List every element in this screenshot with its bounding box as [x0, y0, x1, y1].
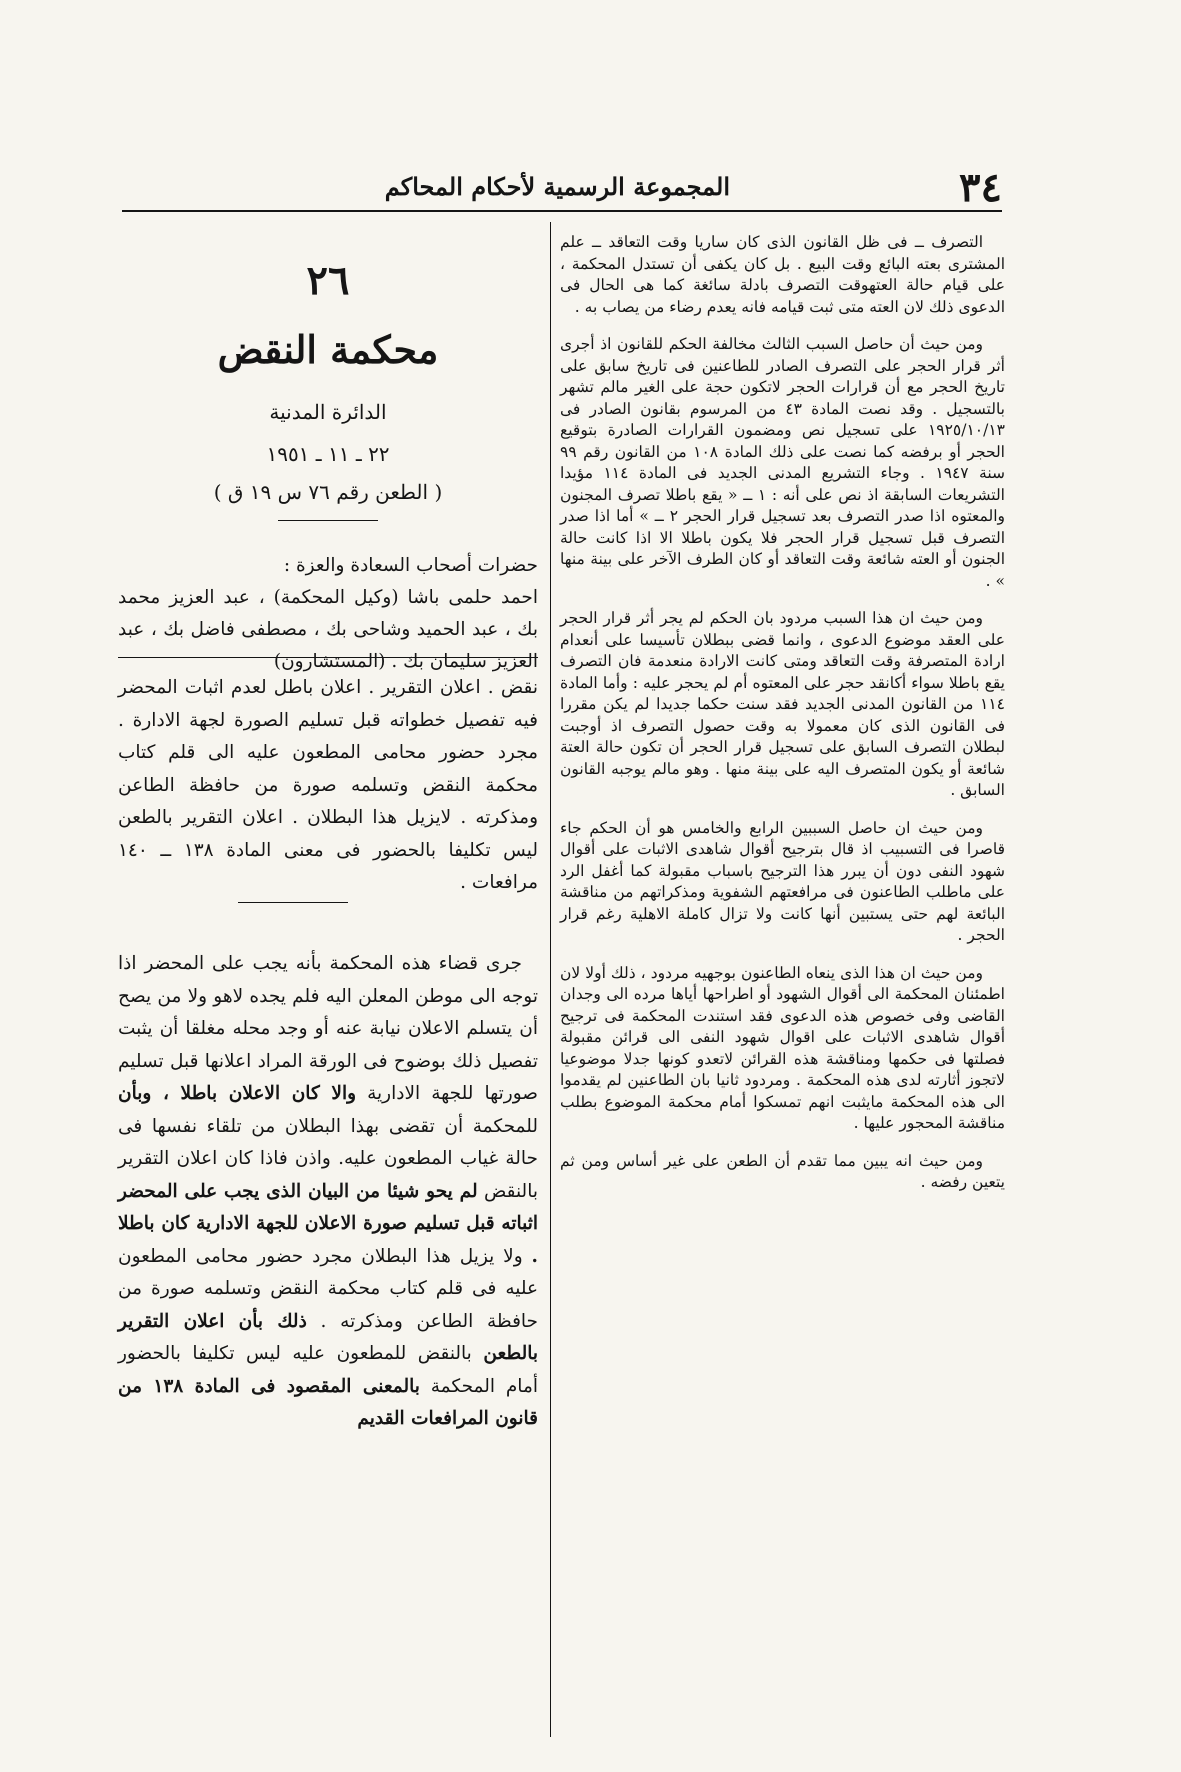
panel-members: احمد حلمى باشا (وكيل المحكمة) ، عبد العزيز محمد بك ، عبد الحميد وشاحى بك ، مصطفى فاضل بك ، عبد العزيز سليمان بك . (المستشارون) [118, 587, 538, 672]
paragraph: ومن حيث ان هذا السبب مردود بان الحكم لم يجر أثر قرار الحجر على العقد موضوع الدعوى ، وانما قضى ببطلان تأسيسا على أنعدام ارادة المتصرفة وقت التعاقد ومتى كانت الارادة منعدمة فان التصرف يقع باطلا سواء أكانقد حجر على المعتوه أم لم يحجر عليه : وأما المادة ١١٤ من القانون المدنى الجديد فقد سنت حكما جديدا لم يكن مقررا فى القانون الذى كان معمولا به وقت حصول التصرف اذ أوجبت لبطلان التصرف السابق على تسجيل قرار الحجر أن تكون حالة العتة شائعة أو يكون المتصرف اليه على بينة منها . وهو مالم يوجبه القانون السابق . [560, 609, 1005, 799]
paragraph: ومن حيث ان حاصل السببين الرابع والخامس هو أن الحكم جاء قاصرا فى التسبيب اذ قال بترجيح أقوال شاهدى الاثبات على أقوال شهود النفى دون أن يبرر هذا الترجيح باسباب مقبولة كما أغفل الرد على ماطلب الطاعنون فى مرافعتهم الشفوية ومذكراتهم من مناقشة البائعة لهم حتى يستبين أنها كانت ولا تزال كاملة الاهلية رغم قرار الحجر . [560, 818, 1005, 944]
paragraph: ومن حيث أن حاصل السبب الثالث مخالفة الحكم للقانون اذ أجرى أثر قرار الحجر على التصرف الصادر للطاعنين فى تاريخ سابق على تاريخ الحجر مع أن قرارات الحجر لاتكون حجة على الغير مالم تشهر بالتسجيل . وقد نصت المادة ٤٣ من المرسوم بقانون الصادر فى ١٩٢٥/١٠/١٣ على تسجيل نص ومضمون القرارات الصادرة بتوقيع الحجر أو برفضه كما نصت على ذلك المادة ١٠٨ من القانون رقم ٩٩ سنة ١٩٤٧ . وجاء التشريع المدنى الجديد فى المادة ١١٤ مؤيدا التشريعات السابقة اذ نص على أنه : ١ ــ « يقع باطلا تصرف المجنون والمعتوه اذا صدر التصرف بعد تسجيل قرار الحجر ٢ ــ » أما اذا صدر التصرف قبل تسجيل قرار الحجر فلا يكون باطلا الا اذا كانت حالة الجنون أو العته شائعة وقت التعاقد أو كان الطرف الآخر على بينة منها » . [560, 335, 1005, 590]
judges-panel [118, 550, 538, 678]
ruling-text-bold: والا كان الاعلان باطلا ، وبأن [118, 1083, 357, 1104]
ruling-text: بالنقض للمطعون عليه ليس تكليفا بالحضور أمام المحكمة [118, 1343, 538, 1397]
paragraph: ومن حيث ان هذا الذى ينعاه الطاعنون بوجهيه مردود ، ذلك أولا لان اطمئنان المحكمة الى أقوال الشهود أو اطراحها أياها مرده الى وجدان القاضى وفى خصوص هذه الدعوى فقد استندت المحكمة فى ترجيح أقوال شاهدى الاثبات على اقوال شهود النفى الى قرائن مقبولة فصلتها فى حكمها ومناقشة هذه القرائن لاتعدو كونها جدلا موضوعيا لاتجوز أثارته لدى هذه المحكمة . ومردود ثانيا بان الطاعنين لم يقدموا الى هذه المحكمة مايثبت انهم تمسكوا أمام محكمة الموضوع بطلب مناقشة المحجور عليها . [560, 963, 1005, 1132]
ruling-text: جرى قضاء هذه المحكمة بأنه يجب على المحضر اذا توجه الى موطن المعلن اليه فلم يجده لاهو ولا من يصح أن يتسلم الاعلان نيابة عنه أو وجد محله مغلقا أن يثبت تفصيل ذلك بوضوح فى الورقة المراد اعلانها قبل تسليم صورتها للجهة الادارية [118, 953, 538, 1104]
appeal-number: ( الطعن رقم ٧٦ س ١٩ ق ) [213, 480, 443, 504]
circuit-name: الدائرة المدنية [269, 400, 387, 424]
ruling-date: ٢٢ ـ ١١ ـ ١٩٥١ [266, 442, 390, 466]
ruling-principle [118, 948, 538, 1436]
header-rule [122, 210, 1002, 212]
ruling-text: للمحكمة أن تقضى بهذا البطلان من تلقاء نفسها فى حالة غياب المطعون عليه. واذن فاذا كان اعلان التقرير بالنقض [118, 1115, 538, 1202]
running-header-title: المجموعة الرسمية لأحكام المحاكم [384, 172, 730, 201]
page-number: ٣٤ [959, 164, 1002, 211]
section-rule [238, 902, 348, 903]
paragraph: ومن حيث انه يبين مما تقدم أن الطعن على غير أساس ومن ثم يتعين رفضه . [560, 1151, 1005, 1191]
paragraph: التصرف ــ فى ظل القانون الذى كان ساريا وقت التعاقد ــ علم المشترى بعته البائع وقت البيع . بل كان يكفى أن تستدل المحكمة ، على قيام حالة العتهوقت التصرف بادلة سائغة كما هى الحال فى الدعوى ذلك لان العته متى ثبت قيامه فانه يعدم رضاء من يصاب به . [560, 233, 1005, 316]
section-rule [278, 520, 378, 521]
ruling-text-bold: بالمعنى المقصود فى المادة ١٣٨ من قانون المرافعات القديم [118, 1375, 538, 1429]
case-number: ٢٦ [306, 257, 350, 304]
column-divider [550, 222, 551, 1737]
right-column [560, 232, 1005, 1210]
court-name: محكمة النقض [217, 327, 439, 372]
ruling-text: ولا يزيل هذا البطلان مجرد حضور محامى المطعون عليه فى قلم كتاب محكمة النقض وتسلمه صورة من حافظة الطاعن ومذكرته . [118, 1245, 538, 1332]
section-rule [118, 657, 538, 658]
panel-intro: حضرات أصحاب السعادة والعزة : [283, 555, 538, 576]
ruling-text-bold: ذلك بأن اعلان التقرير بالطعن [118, 1310, 538, 1364]
headnote-summary: نقض . اعلان التقرير . اعلان باطل لعدم اثبات المحضر فيه تفصيل خطواته قبل تسليم الصورة لجهة الادارة . مجرد حضور محامى المطعون عليه الى قلم كتاب محكمة النقض وتسلمه صورة من حافظة الطاعن ومذكرته . لايزيل هذا البطلان . اعلان التقرير بالطعن ليس تكليفا بالحضور فى معنى المادة ١٣٨ ــ ١٤٠ مرافعات . [118, 677, 538, 893]
ruling-text-bold: لم يحو شيئا من البيان الذى يجب على المحضر اثباته قبل تسليم صورة الاعلان للجهة الادارية كان باطلا . [118, 1180, 538, 1267]
